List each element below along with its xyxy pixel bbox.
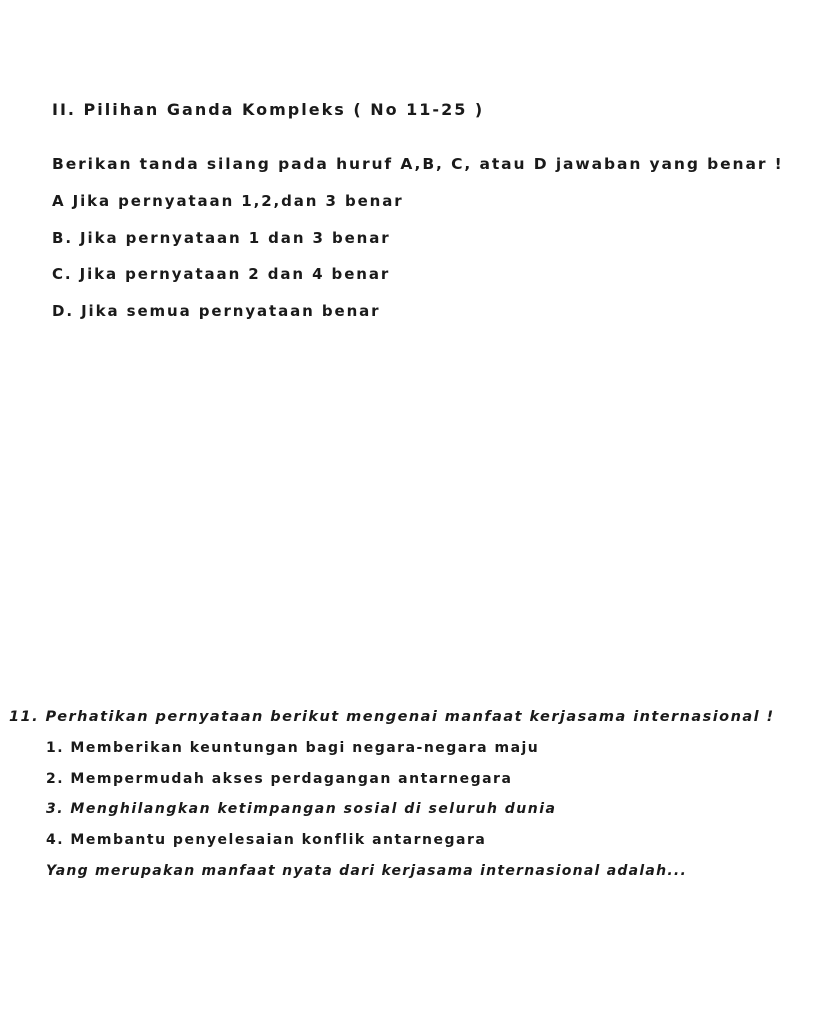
question-11-prompt: Yang merupakan manfaat nyata dari kerjasama internasional adalah... bbox=[46, 863, 688, 879]
answer-key-option-c: C. Jika pernyataan 2 dan 4 benar bbox=[52, 265, 391, 283]
question-11-stem: 11. Perhatikan pernyataan berikut mengenai manfaat kerjasama internasional ! bbox=[9, 709, 775, 725]
answer-key-option-d: D. Jika semua pernyataan benar bbox=[52, 302, 381, 320]
question-11-statement-1: 1. Memberikan keuntungan bagi negara-negara maju bbox=[46, 740, 540, 756]
question-11-statement-3: 3. Menghilangkan ketimpangan sosial di seluruh dunia bbox=[46, 801, 557, 817]
answer-key-option-b: B. Jika pernyataan 1 dan 3 benar bbox=[52, 229, 391, 247]
instruction-text: Berikan tanda silang pada huruf A,B, C, atau D jawaban yang benar ! bbox=[52, 155, 784, 173]
question-11-statement-2: 2. Mempermudah akses perdagangan antarnegara bbox=[46, 771, 513, 787]
answer-key-option-a: A Jika pernyataan 1,2,dan 3 benar bbox=[52, 192, 404, 210]
question-11-statement-4: 4. Membantu penyelesaian konflik antarnegara bbox=[46, 832, 487, 848]
section-heading: II. Pilihan Ganda Kompleks ( No 11-25 ) bbox=[52, 100, 485, 119]
